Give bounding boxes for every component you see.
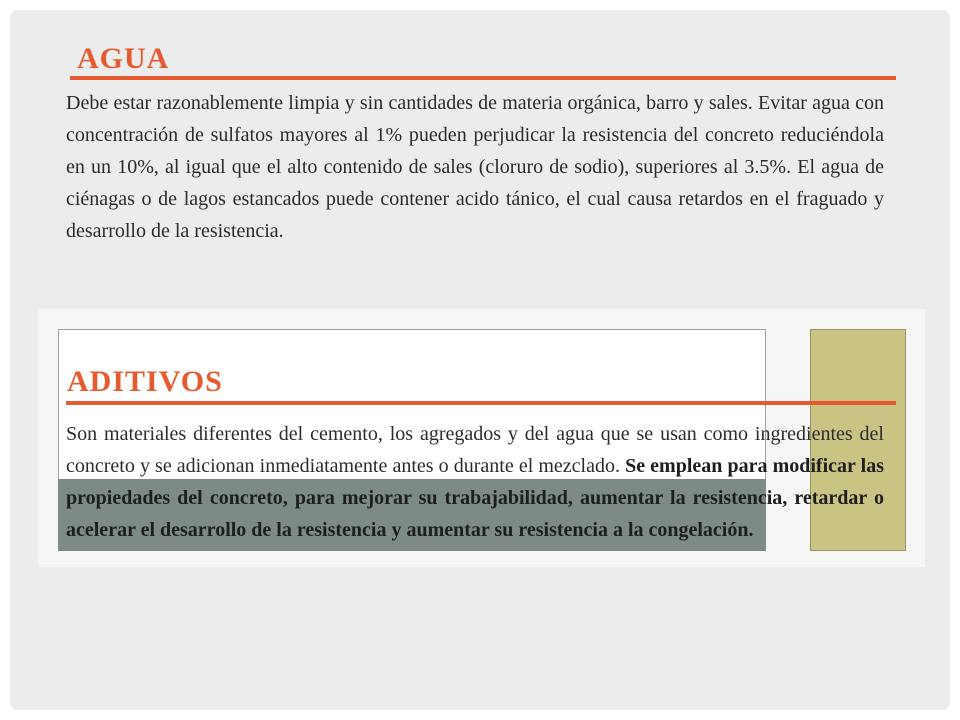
aditivos-paragraph	[66, 418, 884, 546]
aditivos-paragraph-plain: Son materiales diferentes del cemento, los agregados y del agua que se usan como ingredientes del concreto y se adicionan inmediatamente antes o durante el mezclado.	[66, 423, 884, 477]
aditivos-paragraph-bold: Se emplean para modificar las propiedades del concreto, para mejorar su trabajabilidad, aumentar la resistencia, retardar o acelerar el desarrollo de la resistencia y aumentar su resistencia a la congelación.	[66, 455, 884, 541]
agua-heading: AGUA	[77, 42, 170, 75]
agua-paragraph: Debe estar razonablemente limpia y sin cantidades de materia orgánica, barro y sales. Evitar agua con concentración de sulfatos mayores al 1% pueden perjudicar la resistencia del concreto reduciéndola en un 10%, al igual que el alto contenido de sales (cloruro de sodio), superiores al 3.5%. El agua de ciénagas o de lagos estancados puede contener acido tánico, el cual causa retardos en el fraguado y desarrollo de la resistencia.	[66, 92, 884, 242]
aditivos-heading: ADITIVOS	[67, 365, 223, 398]
agua-heading-underline	[70, 76, 896, 80]
aditivos-heading-underline	[66, 401, 896, 405]
